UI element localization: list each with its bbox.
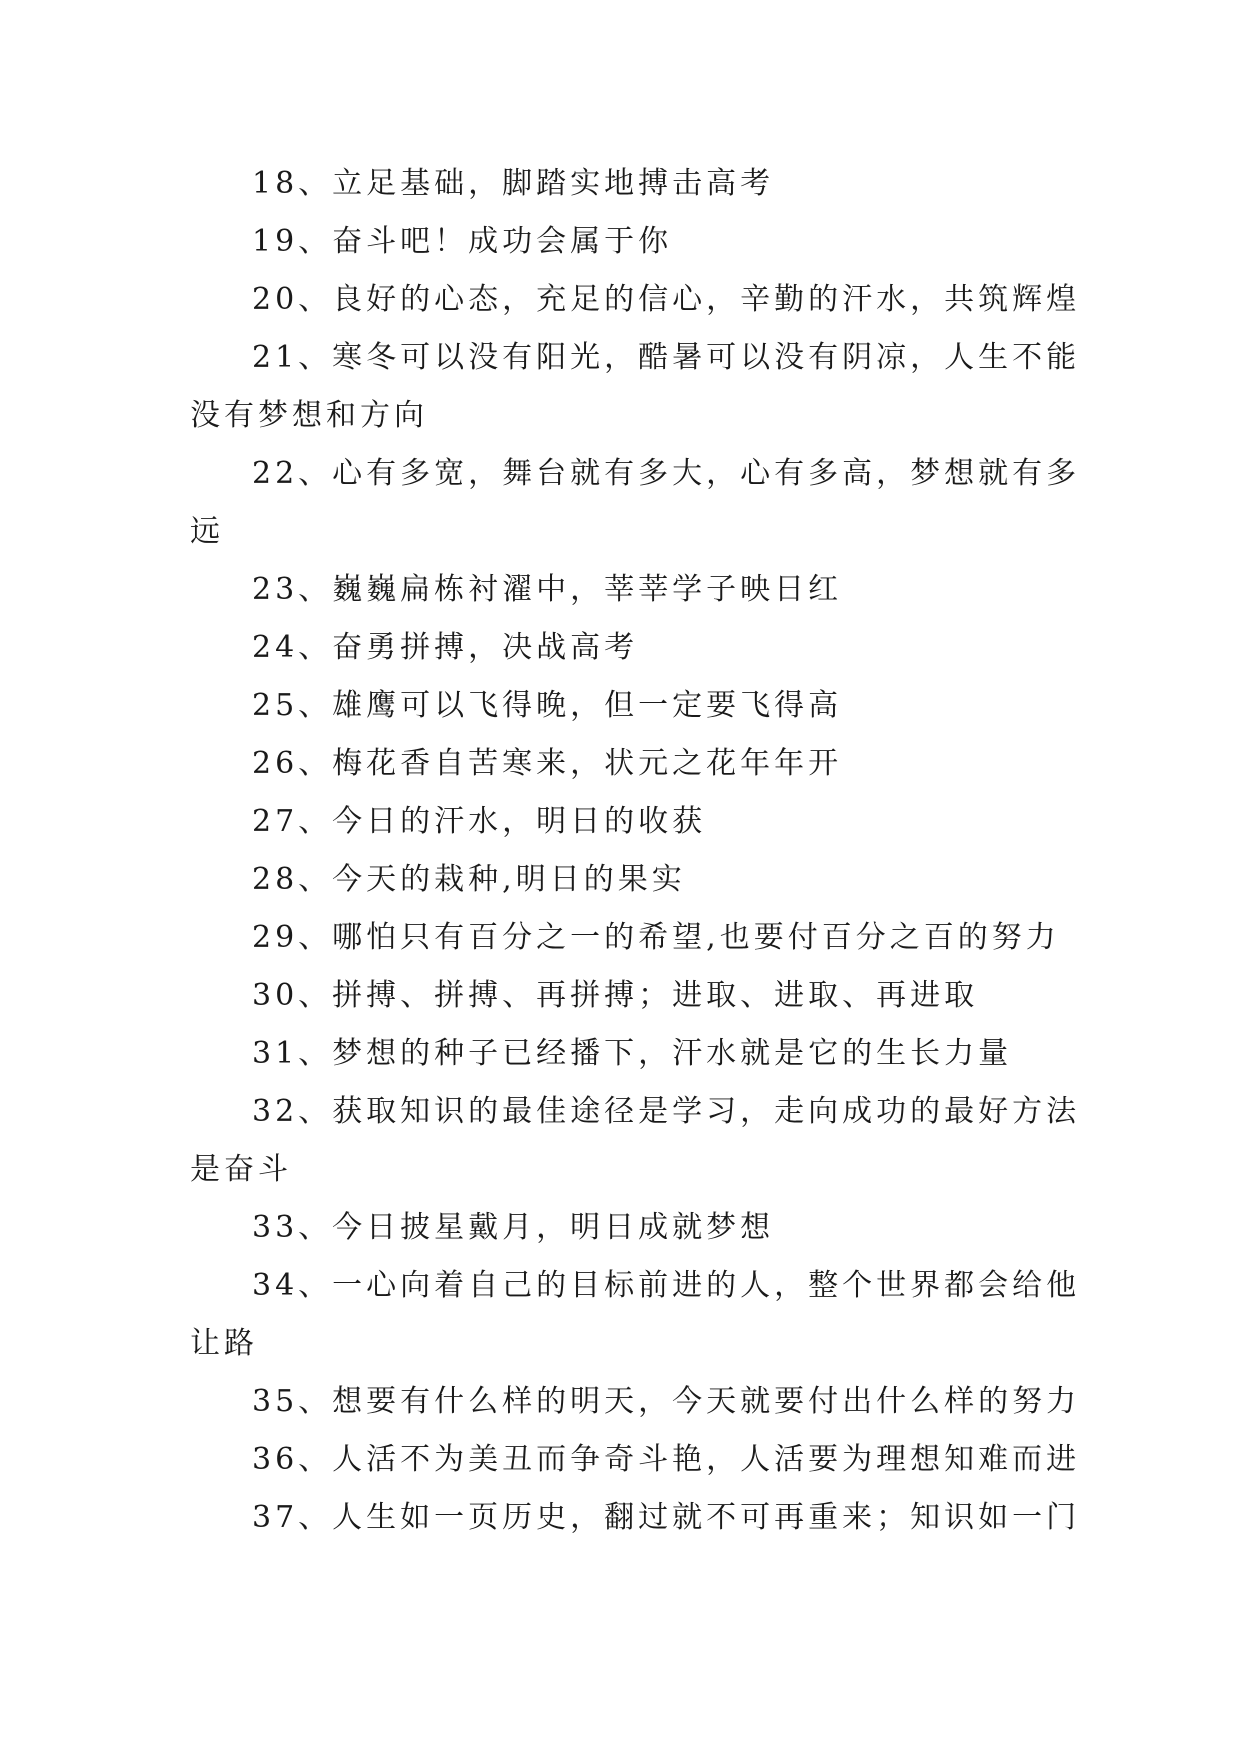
text-line: 34、一心向着自己的目标前进的人，整个世界都会给他 [252, 1268, 1081, 1303]
text-line: 19、奋斗吧！成功会属于你 [252, 224, 673, 259]
text-line: 30、拼搏、拼搏、再拼搏；进取、进取、再进取 [252, 978, 979, 1013]
text-line: 24、奋勇拼搏，决战高考 [252, 630, 639, 665]
text-line: 23、巍巍扁栋衬濯中，莘莘学子映日红 [252, 572, 843, 607]
text-line: 29、哪怕只有百分之一的希望,也要付百分之百的努力 [252, 920, 1060, 955]
text-line-continuation: 没有梦想和方向 [190, 398, 428, 433]
text-line: 18、立足基础，脚踏实地搏击高考 [252, 166, 775, 201]
text-line-continuation: 远 [190, 514, 224, 549]
text-line: 27、今日的汗水，明日的收获 [252, 804, 707, 839]
document-body [190, 155, 1081, 1547]
text-line: 28、今天的栽种,明日的果实 [252, 862, 686, 897]
text-line: 26、梅花香自苦寒来，状元之花年年开 [252, 746, 843, 781]
text-line: 33、今日披星戴月，明日成就梦想 [252, 1210, 775, 1245]
text-line: 31、梦想的种子已经播下，汗水就是它的生长力量 [252, 1036, 1013, 1071]
text-line: 32、获取知识的最佳途径是学习，走向成功的最好方法 [252, 1094, 1081, 1129]
text-line: 36、人活不为美丑而争奇斗艳，人活要为理想知难而进 [252, 1442, 1081, 1477]
text-line: 21、寒冬可以没有阳光，酷暑可以没有阴凉，人生不能 [252, 340, 1081, 375]
text-line: 35、想要有什么样的明天，今天就要付出什么样的努力 [252, 1384, 1081, 1419]
text-line: 25、雄鹰可以飞得晚，但一定要飞得高 [252, 688, 843, 723]
text-line-continuation: 是奋斗 [190, 1152, 292, 1187]
text-line: 20、良好的心态，充足的信心，辛勤的汗水，共筑辉煌 [252, 282, 1081, 317]
text-line: 22、心有多宽，舞台就有多大，心有多高，梦想就有多 [252, 456, 1081, 491]
text-line: 37、人生如一页历史，翻过就不可再重来；知识如一门 [252, 1500, 1081, 1535]
text-line-continuation: 让路 [190, 1326, 258, 1361]
